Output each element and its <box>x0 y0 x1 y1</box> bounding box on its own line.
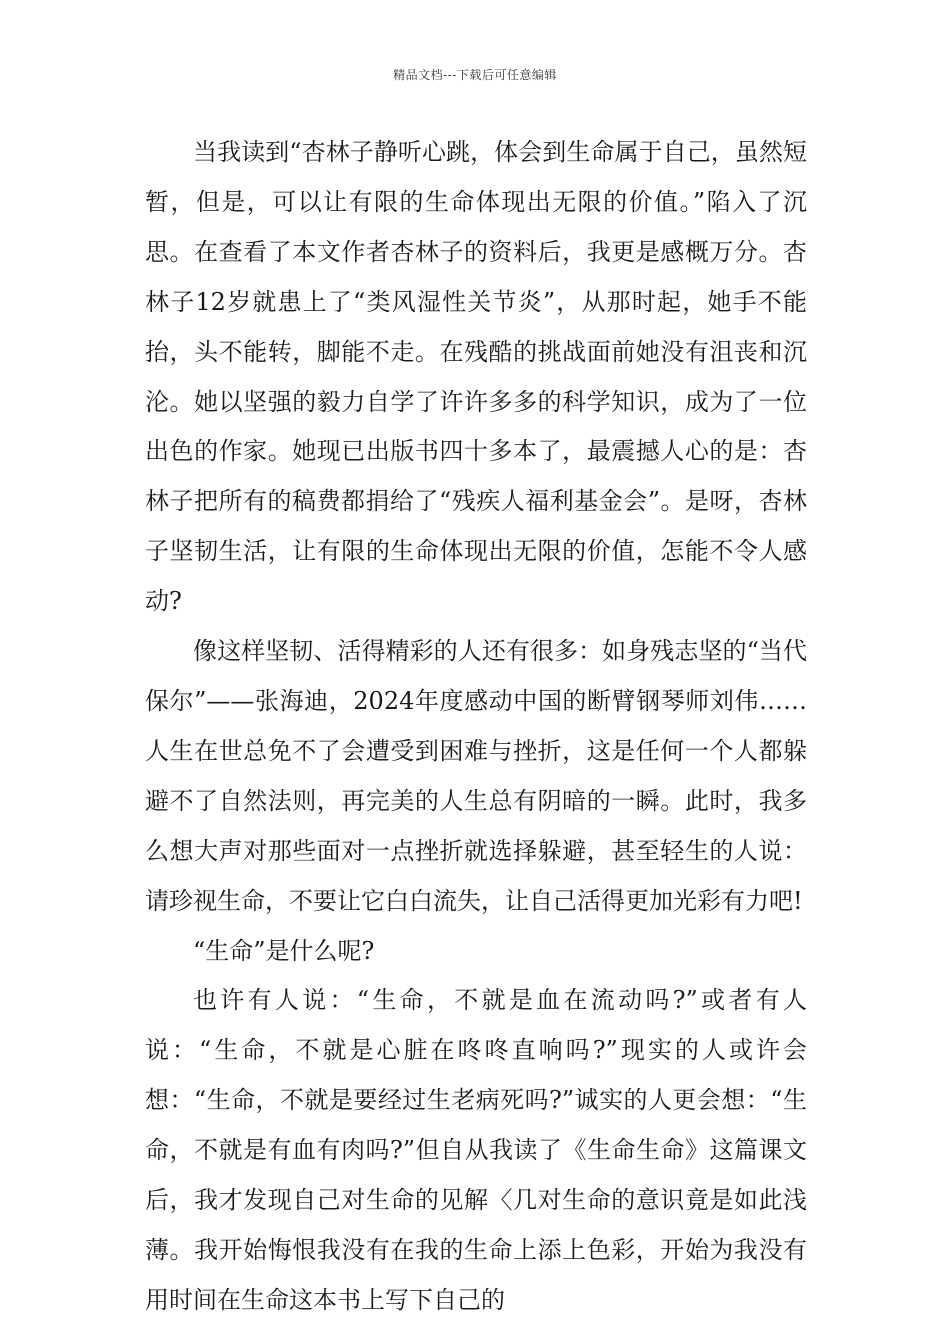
paragraph-3: “生命”是什么呢? <box>193 936 375 965</box>
paragraph-2: 像这样坚韧、活得精彩的人还有很多：如身残志坚的“当代保尔”——张海迪，2024年度感动中国的断臂钢琴师刘伟……人生在世总免不了会遭受到困难与挫折，这是任何一个人都躲避不了自然法则，再完美的人生总有阴暗的一瞬。此时，我多么想大声对那些面对一点挫折就选择躲避，甚至轻生的人说：请珍视生命，不要让它白白流失，让自己活得更加光彩有力吧! <box>145 637 807 915</box>
paragraph-4: 也许有人说：“生命，不就是血在流动吗?”或者有人说：“生命，不就是心脏在咚咚直响吗?”现实的人或许会想：“生命，不就是要经过生老病死吗?”诚实的人更会想：“生命，不就是有血有肉吗?”但自从我读了《生命生命》这篇课文后，我才发现自己对生命的见解〈几对生命的意识竟是如此浅薄。我开始悔恨我没有在我的生命上添上色彩，开始为我没有用时间在生命这本书上写下自己的 <box>145 986 807 1314</box>
document-body <box>145 128 807 1326</box>
page-header: 精品文档---下载后可任意编辑 <box>393 68 557 82</box>
paragraph-1: 当我读到“杏林子静听心跳，体会到生命属于自己，虽然短暂，但是，可以让有限的生命体现出无限的价值。”陷入了沉思。在查看了本文作者杏林子的资料后，我更是感概万分。杏林子12岁就患上了“类风湿性关节炎”，从那时起，她手不能抬，头不能转，脚能不走。在残酷的挑战面前她没有沮丧和沉沦。她以坚强的毅力自学了许许多多的科学知识，成为了一位出色的作家。她现已出版书四十多本了，最震撼人心的是：杏林子把所有的稿费都捐给了“残疾人福利基金会”。是呀，杏林子坚韧生活，让有限的生命体现出无限的价值，怎能不令人感动? <box>145 138 807 616</box>
